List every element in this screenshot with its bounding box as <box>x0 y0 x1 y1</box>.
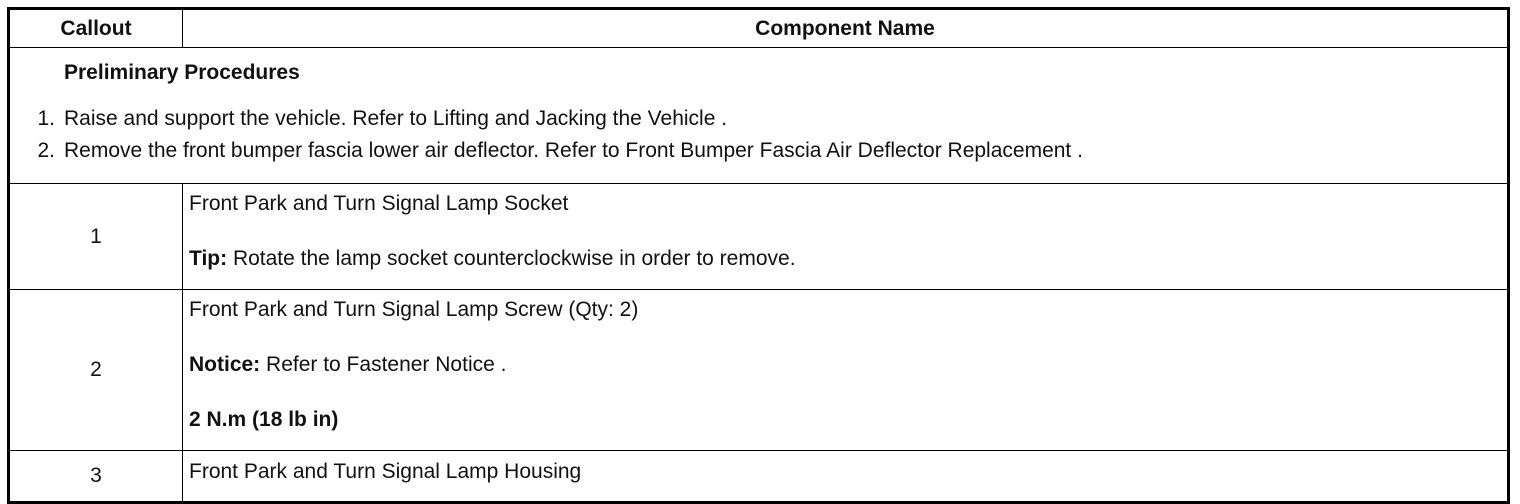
notice-note <box>189 353 1507 377</box>
callout-number: 2 <box>9 290 183 451</box>
table-row <box>9 451 1509 503</box>
preliminary-step <box>10 135 1507 167</box>
component-name: Front Park and Turn Signal Lamp Socket <box>189 192 569 215</box>
component-name: Front Park and Turn Signal Lamp Screw (Qty: 2) <box>189 298 639 321</box>
component-description <box>183 451 1509 503</box>
step-text: Raise and support the vehicle. Refer to Lifting and Jacking the Vehicle . <box>64 107 728 130</box>
callout-number: 1 <box>9 184 183 290</box>
component-description <box>183 184 1509 290</box>
header-row <box>9 9 1509 48</box>
preliminary-cell <box>9 48 1509 184</box>
preliminary-row <box>9 48 1509 184</box>
notice-label: Notice: <box>189 353 261 376</box>
tip-note <box>189 247 1507 271</box>
tip-label: Tip: <box>189 247 228 270</box>
table-row <box>9 290 1509 451</box>
preliminary-step <box>10 103 1507 135</box>
preliminary-title: Preliminary Procedures <box>64 61 300 84</box>
preliminary-steps <box>10 103 1507 167</box>
component-description <box>183 290 1509 451</box>
component-name: Front Park and Turn Signal Lamp Housing <box>189 460 582 483</box>
notice-text: Refer to Fastener Notice . <box>260 353 507 376</box>
tip-text: Rotate the lamp socket counterclockwise in order to remove. <box>227 247 796 270</box>
component-table <box>7 7 1510 504</box>
step-number: 1. <box>37 107 55 130</box>
callout-number: 3 <box>9 451 183 503</box>
step-number: 2. <box>37 139 55 162</box>
step-text: Remove the front bumper fascia lower air deflector. Refer to Front Bumper Fascia Air Deflector Replacement . <box>64 139 1083 162</box>
callout-header: Callout <box>9 9 183 48</box>
component-name-header: Component Name <box>183 9 1509 48</box>
table-row <box>9 184 1509 290</box>
torque-spec: 2 N.m (18 lb in) <box>189 408 339 431</box>
